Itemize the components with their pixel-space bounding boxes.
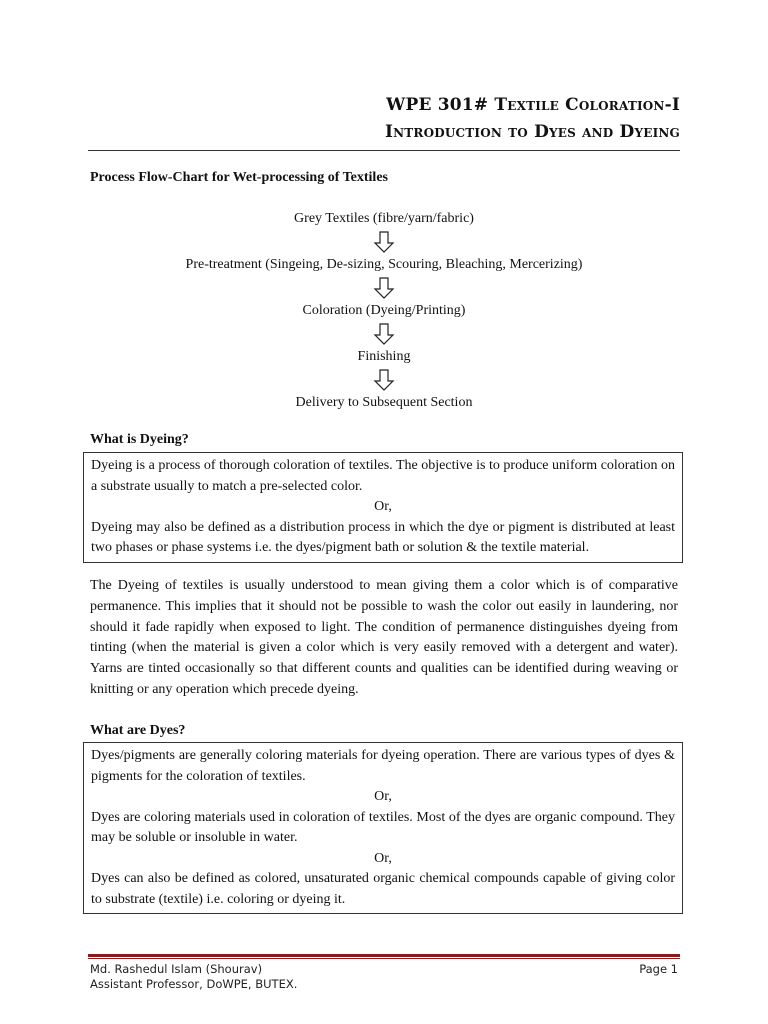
dyes-definition-3: Dyes can also be defined as colored, unsaturated organic chemical compounds capable of giving color to substrate (textile) i.e. coloring or dyeing it. bbox=[91, 871, 675, 907]
dyeing-definition-2: Dyeing may also be defined as a distribution process in which the dye or pigment is distributed at least two phases or phase systems i.e. the dyes/pigment bath or solution & the textile material. bbox=[91, 519, 675, 555]
chapter-title: Introduction to Dyes and Dyeing bbox=[384, 122, 680, 142]
down-arrow-icon bbox=[88, 367, 680, 392]
course-title: WPE 301# Textile Coloration-I bbox=[386, 95, 680, 115]
or-separator: Or, bbox=[374, 789, 392, 804]
document-footer bbox=[90, 962, 678, 992]
down-arrow-icon bbox=[88, 321, 680, 346]
dyes-definition-box bbox=[83, 742, 683, 914]
author-name: Md. Rashedul Islam (Shourav) bbox=[90, 962, 263, 976]
flow-step: Pre-treatment (Singeing, De-sizing, Scouring, Bleaching, Mercerizing) bbox=[185, 257, 583, 272]
down-arrow-icon bbox=[88, 275, 680, 300]
dyeing-definition-1: Dyeing is a process of thorough coloration of textiles. The objective is to produce uniform coloration on a substrate usually to match a pre-selected color. bbox=[91, 458, 675, 494]
flow-step: Grey Textiles (fibre/yarn/fabric) bbox=[294, 211, 474, 226]
page-number: Page 1 bbox=[639, 962, 678, 976]
dyes-heading: What are Dyes? bbox=[90, 723, 186, 738]
dyeing-paragraph: The Dyeing of textiles is usually understood to mean giving them a color which is of comparative permanence. This implies that it should not be possible to wash the color out easily in laundering, nor should it fade rapidly when exposed to light. The condition of permanence distinguishes dyeing from tinting (when the material is given a color which is very easily removed with a detergent and water). Yarns are tinted occasionally so that different counts and qualities can be identified during weaving or knitting or any operation which precede dyeing. bbox=[90, 578, 678, 697]
process-flowchart bbox=[88, 208, 680, 413]
document-header bbox=[385, 92, 680, 146]
dyeing-heading: What is Dyeing? bbox=[90, 432, 189, 447]
header-divider bbox=[88, 150, 680, 151]
dyes-definition-1: Dyes/pigments are generally coloring materials for dyeing operation. There are various types of dyes & pigments for the coloration of textiles. bbox=[91, 748, 675, 784]
or-separator: Or, bbox=[374, 850, 392, 866]
flow-step: Delivery to Subsequent Section bbox=[295, 395, 473, 410]
dyes-definition-2: Dyes are coloring materials used in coloration of textiles. Most of the dyes are organic compound. They may be soluble or insoluble in water. bbox=[91, 809, 675, 845]
or-separator: Or, bbox=[374, 499, 392, 514]
footer-divider bbox=[88, 954, 680, 957]
flowchart-title: Process Flow-Chart for Wet-processing of Textiles bbox=[90, 170, 388, 185]
dyeing-definition-box bbox=[83, 452, 683, 563]
flow-step: Coloration (Dyeing/Printing) bbox=[302, 303, 466, 318]
footer-divider-thin bbox=[88, 958, 680, 959]
author-position: Assistant Professor, DoWPE, BUTEX. bbox=[90, 977, 298, 991]
flow-step: Finishing bbox=[357, 349, 411, 364]
down-arrow-icon bbox=[88, 229, 680, 254]
